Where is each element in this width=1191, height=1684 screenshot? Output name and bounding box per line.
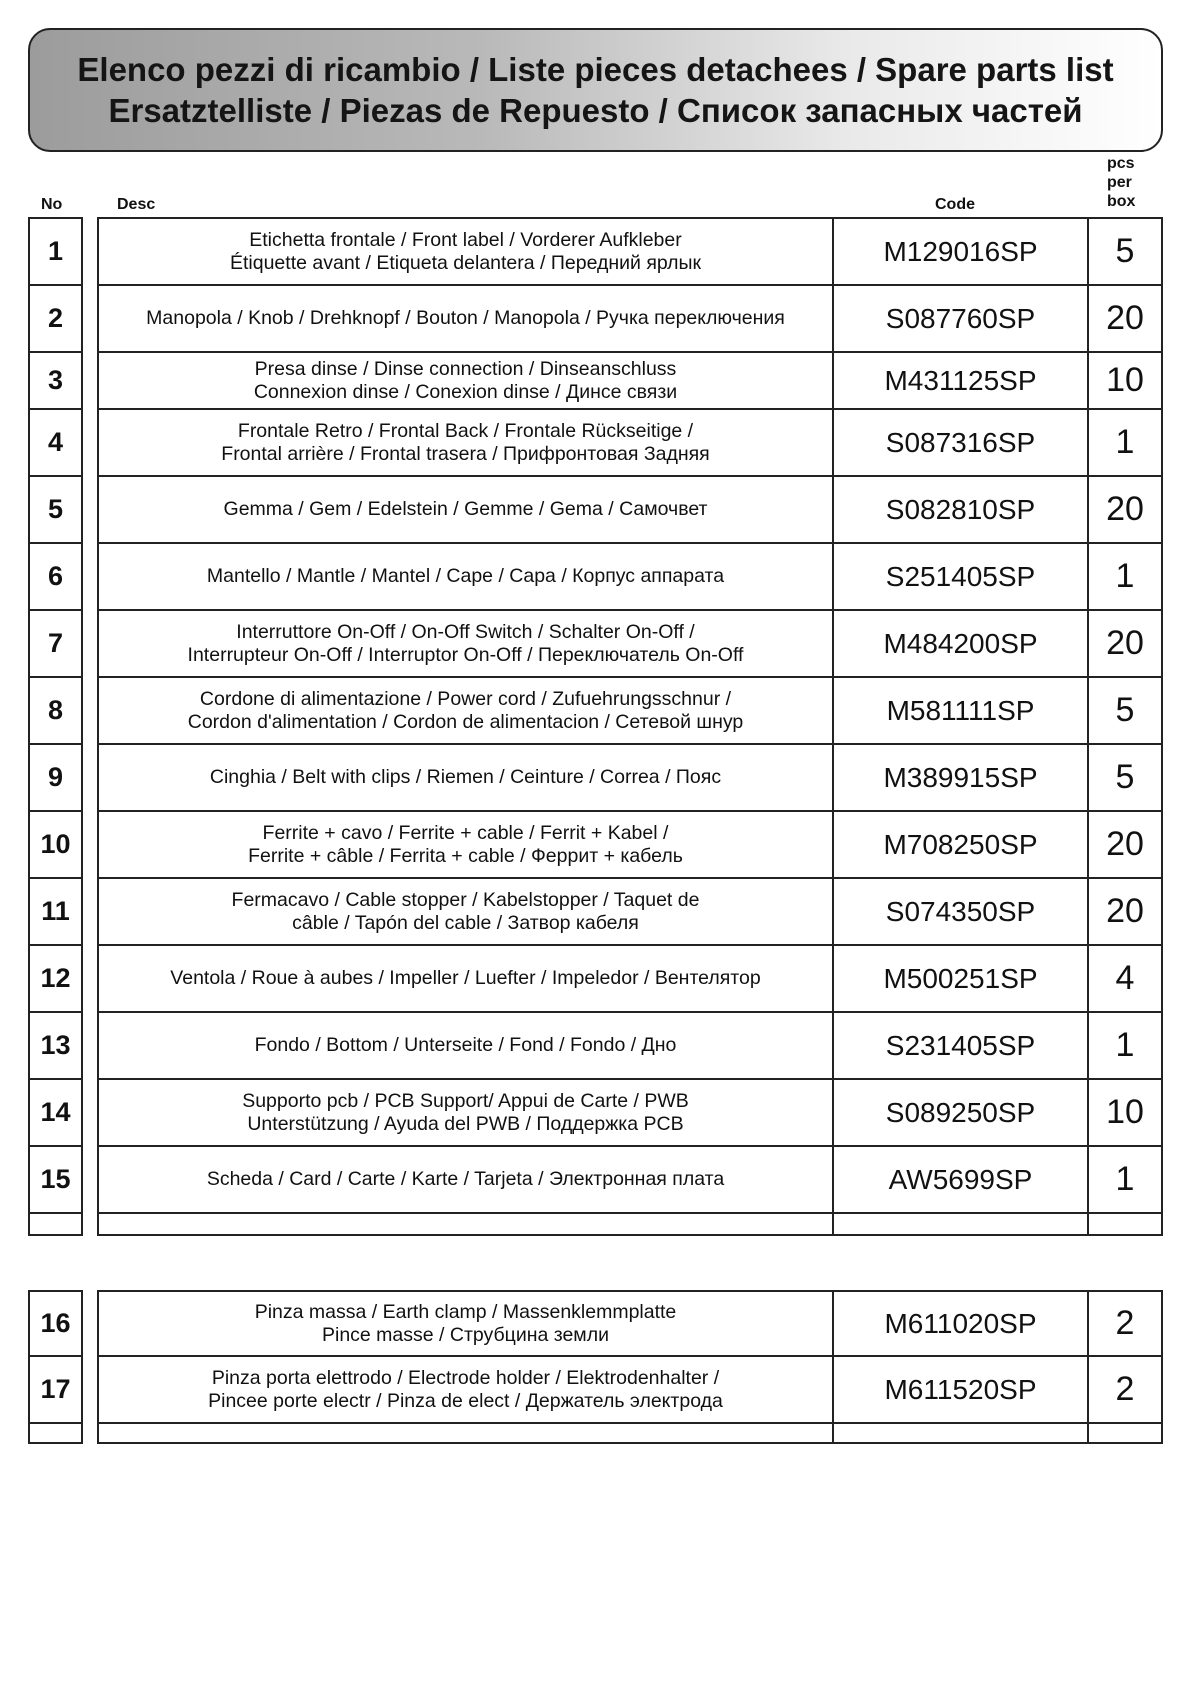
header-no: No xyxy=(41,196,63,213)
pcs-per-box: 20 xyxy=(1087,879,1163,946)
part-code: M611520SP xyxy=(832,1357,1089,1424)
part-number: 1 xyxy=(28,217,83,286)
part-description xyxy=(97,745,834,812)
description-line-1: Pinza porta elettrodo / Electrode holder / Elektrodenhalter / xyxy=(211,1366,720,1389)
description-line-1: Frontale Retro / Frontal Back / Frontale Rückseitige / xyxy=(237,419,694,442)
part-description xyxy=(97,544,834,611)
part-number: 16 xyxy=(28,1290,83,1357)
part-description xyxy=(97,946,834,1013)
description-line-1: Supporto pcb / PCB Support/ Appui de Carte / PWB xyxy=(242,1089,689,1112)
description-line-2: Étiquette avant / Etiqueta delantera / Передний ярлык xyxy=(229,251,702,274)
part-description xyxy=(97,477,834,544)
pcs-per-box: 4 xyxy=(1087,946,1163,1013)
pcs-per-box: 2 xyxy=(1087,1357,1163,1424)
pcs-per-box: 20 xyxy=(1087,611,1163,678)
pcs-per-box: 5 xyxy=(1087,678,1163,745)
part-code: S074350SP xyxy=(832,879,1089,946)
part-number: 11 xyxy=(28,879,83,946)
pcs-per-box: 10 xyxy=(1087,353,1163,410)
part-code: S251405SP xyxy=(832,544,1089,611)
description-line-2: Cordon d'alimentation / Cordon de alimentacion / Сетевой шнур xyxy=(187,710,744,733)
part-description xyxy=(97,1013,834,1080)
description-line-2: Frontal arrière / Frontal trasera / Прифронтовая Задняя xyxy=(221,442,710,465)
description-line-2: Ferrite + câble / Ferrita + cable / Феррит + кабель xyxy=(248,844,683,867)
empty-cell xyxy=(832,1424,1089,1444)
part-description xyxy=(97,1147,834,1214)
description-line-1: Etichetta frontale / Front label / Vorderer Aufkleber xyxy=(249,228,682,251)
part-code: S087760SP xyxy=(832,286,1089,353)
part-code: S082810SP xyxy=(832,477,1089,544)
part-number: 2 xyxy=(28,286,83,353)
pcs-per-box: 1 xyxy=(1087,410,1163,477)
header-desc: Desc xyxy=(117,196,156,213)
part-code: M581111SP xyxy=(832,678,1089,745)
part-number: 6 xyxy=(28,544,83,611)
part-number: 12 xyxy=(28,946,83,1013)
description-line-2: Pince masse / Струбцина земли xyxy=(321,1323,609,1346)
part-description xyxy=(97,410,834,477)
part-description xyxy=(97,217,834,286)
header-code: Code xyxy=(935,196,975,213)
pcs-per-box: 1 xyxy=(1087,544,1163,611)
part-number: 13 xyxy=(28,1013,83,1080)
description-line-1: Mantello / Mantle / Mantel / Cape / Capa / Корпус аппарата xyxy=(206,565,725,587)
empty-cell xyxy=(28,1424,83,1444)
part-code: M389915SP xyxy=(832,745,1089,812)
part-description xyxy=(97,678,834,745)
description-line-1: Fondo / Bottom / Unterseite / Fond / Fondo / Дно xyxy=(254,1034,677,1056)
pcs-per-box: 1 xyxy=(1087,1147,1163,1214)
pcs-per-box: 10 xyxy=(1087,1080,1163,1147)
header-pcs-line1: pcs xyxy=(1107,155,1135,172)
part-number: 9 xyxy=(28,745,83,812)
description-line-1: Pinza massa / Earth clamp / Massenklemmplatte xyxy=(254,1300,677,1323)
part-description xyxy=(97,1080,834,1147)
description-line-2: câble / Tapón del cable / Затвор кабеля xyxy=(292,911,639,934)
part-description xyxy=(97,812,834,879)
description-line-2: Pincee porte electr / Pinza de elect / Держатель электрода xyxy=(208,1389,723,1412)
header-pcs-per-box xyxy=(1107,154,1157,211)
description-line-1: Fermacavo / Cable stopper / Kabelstopper / Taquet de xyxy=(231,888,700,911)
pcs-per-box: 20 xyxy=(1087,812,1163,879)
empty-cell xyxy=(28,1214,83,1236)
description-line-1: Cinghia / Belt with clips / Riemen / Ceinture / Correa / Пояс xyxy=(209,766,722,788)
part-code: M611020SP xyxy=(832,1290,1089,1357)
part-code: M431125SP xyxy=(832,353,1089,410)
part-code: M484200SP xyxy=(832,611,1089,678)
pcs-per-box: 20 xyxy=(1087,286,1163,353)
part-code: M708250SP xyxy=(832,812,1089,879)
description-line-1: Presa dinse / Dinse connection / Dinseanschluss xyxy=(254,357,677,380)
pcs-per-box: 5 xyxy=(1087,745,1163,812)
part-number: 10 xyxy=(28,812,83,879)
part-code: AW5699SP xyxy=(832,1147,1089,1214)
part-number: 14 xyxy=(28,1080,83,1147)
part-number: 15 xyxy=(28,1147,83,1214)
description-line-1: Interruttore On-Off / On-Off Switch / Schalter On-Off / xyxy=(236,620,695,643)
part-description xyxy=(97,879,834,946)
pcs-per-box: 1 xyxy=(1087,1013,1163,1080)
empty-cell xyxy=(832,1214,1089,1236)
part-number: 17 xyxy=(28,1357,83,1424)
part-number: 3 xyxy=(28,353,83,410)
part-description xyxy=(97,286,834,353)
empty-cell xyxy=(97,1214,834,1236)
part-code: M129016SP xyxy=(832,217,1089,286)
description-line-2: Interrupteur On-Off / Interruptor On-Off / Переключатель On-Off xyxy=(187,643,744,666)
pcs-per-box: 5 xyxy=(1087,217,1163,286)
part-code: S089250SP xyxy=(832,1080,1089,1147)
part-code: S087316SP xyxy=(832,410,1089,477)
part-description xyxy=(97,1290,834,1357)
part-number: 4 xyxy=(28,410,83,477)
empty-cell xyxy=(1087,1424,1163,1444)
part-code: S231405SP xyxy=(832,1013,1089,1080)
description-line-1: Ventola / Roue à aubes / Impeller / Luefter / Impeledor / Вентелятор xyxy=(170,967,761,989)
description-line-1: Cordone di alimentazione / Power cord / Zufuehrungsschnur / xyxy=(199,687,732,710)
description-line-1: Scheda / Card / Carte / Karte / Tarjeta / Электронная плата xyxy=(206,1168,725,1190)
part-number: 7 xyxy=(28,611,83,678)
description-line-1: Manopola / Knob / Drehknopf / Bouton / Manopola / Ручка переключения xyxy=(146,307,785,329)
title-line-1: Elenco pezzi di ricambio / Liste pieces detachees / Spare parts list xyxy=(77,51,1114,88)
empty-cell xyxy=(1087,1214,1163,1236)
part-description xyxy=(97,611,834,678)
part-number: 5 xyxy=(28,477,83,544)
title-line-2: Ersatztelliste / Piezas de Repuesto / Список запасных частей xyxy=(108,92,1083,129)
pcs-per-box: 2 xyxy=(1087,1290,1163,1357)
title-banner xyxy=(28,28,1163,152)
part-code: M500251SP xyxy=(832,946,1089,1013)
header-pcs-line2: per xyxy=(1107,174,1132,191)
part-number: 8 xyxy=(28,678,83,745)
pcs-per-box: 20 xyxy=(1087,477,1163,544)
header-pcs-line3: box xyxy=(1107,193,1136,210)
description-line-1: Gemma / Gem / Edelstein / Gemme / Gema / Самочвет xyxy=(223,498,708,520)
empty-cell xyxy=(97,1424,834,1444)
description-line-1: Ferrite + cavo / Ferrite + cable / Ferrit + Kabel / xyxy=(262,821,669,844)
description-line-2: Connexion dinse / Conexion dinse / Динсе связи xyxy=(253,380,678,403)
part-description xyxy=(97,353,834,410)
part-description xyxy=(97,1357,834,1424)
description-line-2: Unterstützung / Ayuda del PWB / Поддержка PCB xyxy=(247,1112,684,1135)
